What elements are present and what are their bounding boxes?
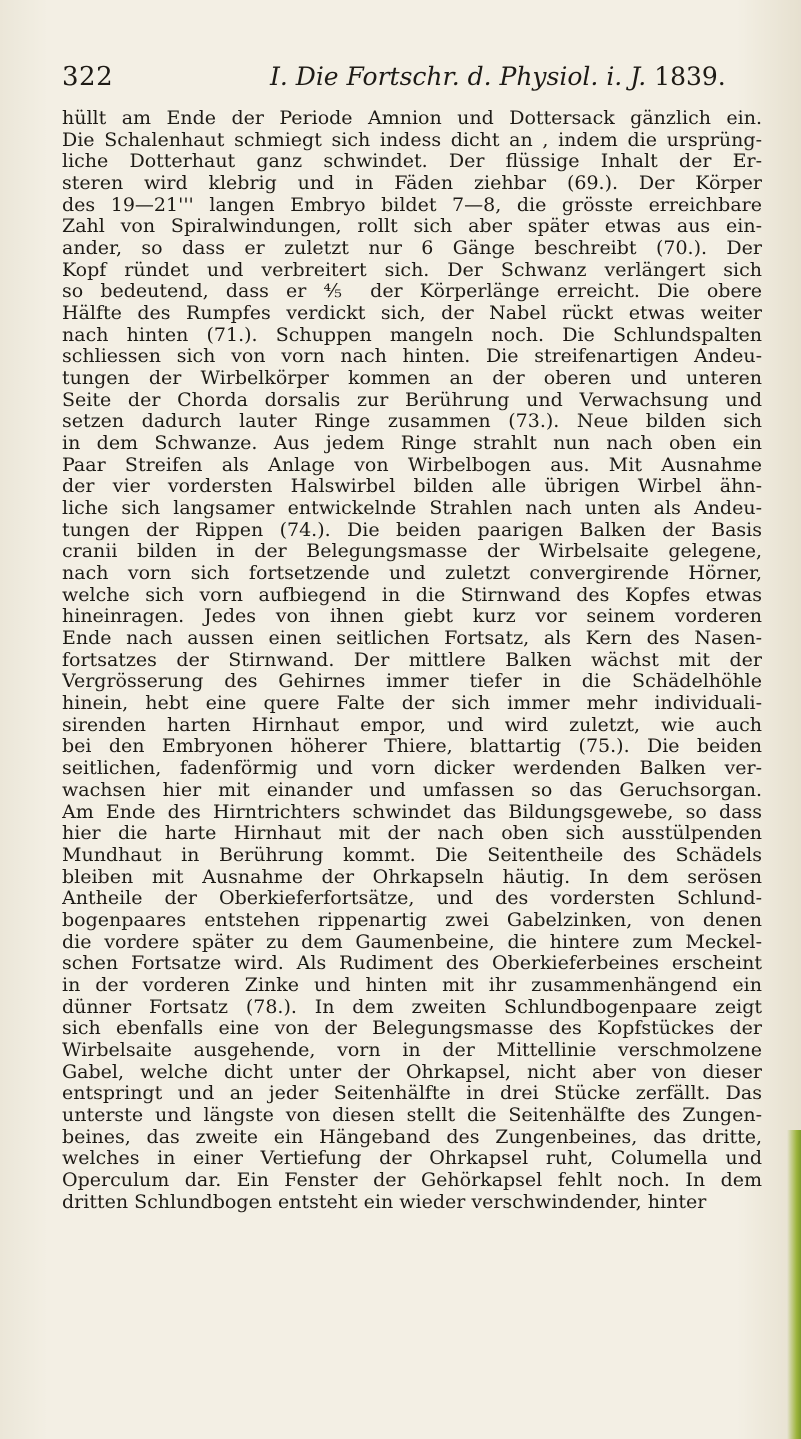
text-line: Die Schalenhaut schmiegt sich indess dicht an , indem die ursprüng-: [62, 129, 762, 151]
text-line: beines, das zweite ein Hängeband des Zungenbeines, das dritte,: [62, 1126, 762, 1148]
text-line: liche Dotterhaut ganz schwindet. Der flüssige Inhalt der Er-: [62, 151, 762, 173]
text-line: welche sich vorn aufbiegend in die Stirnwand des Kopfes etwas: [62, 584, 762, 606]
text-line: setzen dadurch lauter Ringe zusammen (73.). Neue bilden sich: [62, 411, 762, 433]
text-line: tungen der Rippen (74.). Die beiden paarigen Balken der Basis: [62, 519, 762, 541]
text-line: seitlichen, fadenförmig und vorn dicker werdenden Balken ver-: [62, 758, 762, 780]
text-line: liche sich langsamer entwickelnde Strahlen nach unten als Andeu-: [62, 498, 762, 520]
text-line: tungen der Wirbelkörper kommen an der oberen und unteren: [62, 368, 762, 390]
text-line: Gabel, welche dicht unter der Ohrkapsel, nicht aber von dieser: [62, 1061, 762, 1083]
text-line: nach hinten (71.). Schuppen mangeln noch. Die Schlundspalten: [62, 324, 762, 346]
text-line: dünner Fortsatz (78.). In dem zweiten Schlundbogenpaare zeigt: [62, 996, 762, 1018]
text-line: Hälfte des Rumpfes verdickt sich, der Nabel rückt etwas weiter: [62, 303, 762, 325]
page-header: [62, 62, 752, 102]
text-line: der vier vordersten Halswirbel bilden alle übrigen Wirbel ähn-: [62, 476, 762, 498]
text-line: in dem Schwanze. Aus jedem Ringe strahlt nun nach oben ein: [62, 433, 762, 455]
text-line: schliessen sich von vorn nach hinten. Die streifenartigen Andeu-: [62, 346, 762, 368]
text-line: ander, so dass er zuletzt nur 6 Gänge beschreibt (70.). Der: [62, 238, 762, 260]
running-title-text: I. Die Fortschr. d. Physiol. i. J.: [270, 62, 647, 91]
text-line: welches in einer Vertiefung der Ohrkapsel ruht, Columella und: [62, 1148, 762, 1170]
text-line: Ende nach aussen einen seitlichen Fortsatz, als Kern des Nasen-: [62, 628, 762, 650]
text-line: sich ebenfalls eine von der Belegungsmasse des Kopfstückes der: [62, 1018, 762, 1040]
text-line: Kopf ründet und verbreitert sich. Der Schwanz verlängert sich: [62, 259, 762, 281]
text-line: Zahl von Spiralwindungen, rollt sich aber später etwas aus ein-: [62, 216, 762, 238]
text-line: sirenden harten Hirnhaut empor, und wird zuletzt, wie auch: [62, 714, 762, 736]
text-line: des 19—21''' langen Embryo bildet 7—8, die grösste erreichbare: [62, 194, 762, 216]
text-line: hier die harte Hirnhaut mit der nach oben sich ausstülpenden: [62, 823, 762, 845]
text-line: unterste und längste von diesen stellt die Seitenhälfte des Zungen-: [62, 1104, 762, 1126]
page-number: 322: [62, 62, 114, 92]
text-line: hüllt am Ende der Periode Amnion und Dottersack gänzlich ein.: [62, 108, 762, 129]
text-line: nach vorn sich fortsetzende und zuletzt convergirende Hörner,: [62, 563, 762, 585]
text-line: Seite der Chorda dorsalis zur Berührung und Verwachsung und: [62, 389, 762, 411]
text-line: dritten Schlundbogen entsteht ein wieder verschwindender, hinter: [62, 1191, 707, 1213]
text-line: in der vorderen Zinke und hinten mit ihr zusammenhängend ein: [62, 974, 762, 996]
running-title-year: 1839.: [654, 62, 726, 91]
text-line: Operculum dar. Ein Fenster der Gehörkapsel fehlt noch. In dem: [62, 1169, 762, 1191]
text-line: hinein, hebt eine quere Falte der sich immer mehr individuali-: [62, 693, 762, 715]
text-line: Mundhaut in Berührung kommt. Die Seitentheile des Schädels: [62, 844, 762, 866]
body-text: [62, 108, 762, 1213]
text-line: die vordere später zu dem Gaumenbeine, die hintere zum Meckel-: [62, 931, 762, 953]
text-line: bleiben mit Ausnahme der Ohrkapseln häutig. In dem serösen: [62, 866, 762, 888]
text-line: Vergrösserung des Gehirnes immer tiefer in die Schädelhöhle: [62, 671, 762, 693]
text-line: hineinragen. Jedes von ihnen giebt kurz vor seinem vorderen: [62, 606, 762, 628]
text-line: entspringt und an jeder Seitenhälfte in drei Stücke zerfällt. Das: [62, 1083, 762, 1105]
page-edge-tab: [787, 1130, 801, 1439]
text-line: bei den Embryonen höherer Thiere, blattartig (75.). Die beiden: [62, 736, 762, 758]
text-line: cranii bilden in der Belegungsmasse der Wirbelsaite gelegene,: [62, 541, 762, 563]
text-line: wachsen hier mit einander und umfassen so das Geruchsorgan.: [62, 779, 762, 801]
text-line: Paar Streifen als Anlage von Wirbelbogen aus. Mit Ausnahme: [62, 454, 762, 476]
text-line: Antheile der Oberkieferfortsätze, und des vordersten Schlund-: [62, 888, 762, 910]
running-title: [270, 62, 726, 91]
text-line: steren wird klebrig und in Fäden ziehbar (69.). Der Körper: [62, 173, 762, 195]
text-line: so bedeutend, dass er ⅘ der Körperlänge erreicht. Die obere: [62, 281, 762, 303]
text-line: schen Fortsatze wird. Als Rudiment des Oberkieferbeines erscheint: [62, 953, 762, 975]
text-line: Am Ende des Hirntrichters schwindet das Bildungsgewebe, so dass: [62, 801, 762, 823]
text-line: fortsatzes der Stirnwand. Der mittlere Balken wächst mit der: [62, 649, 762, 671]
text-line: bogenpaares entstehen rippenartig zwei Gabelzinken, von denen: [62, 909, 762, 931]
text-line: Wirbelsaite ausgehende, vorn in der Mittellinie verschmolzene: [62, 1039, 762, 1061]
